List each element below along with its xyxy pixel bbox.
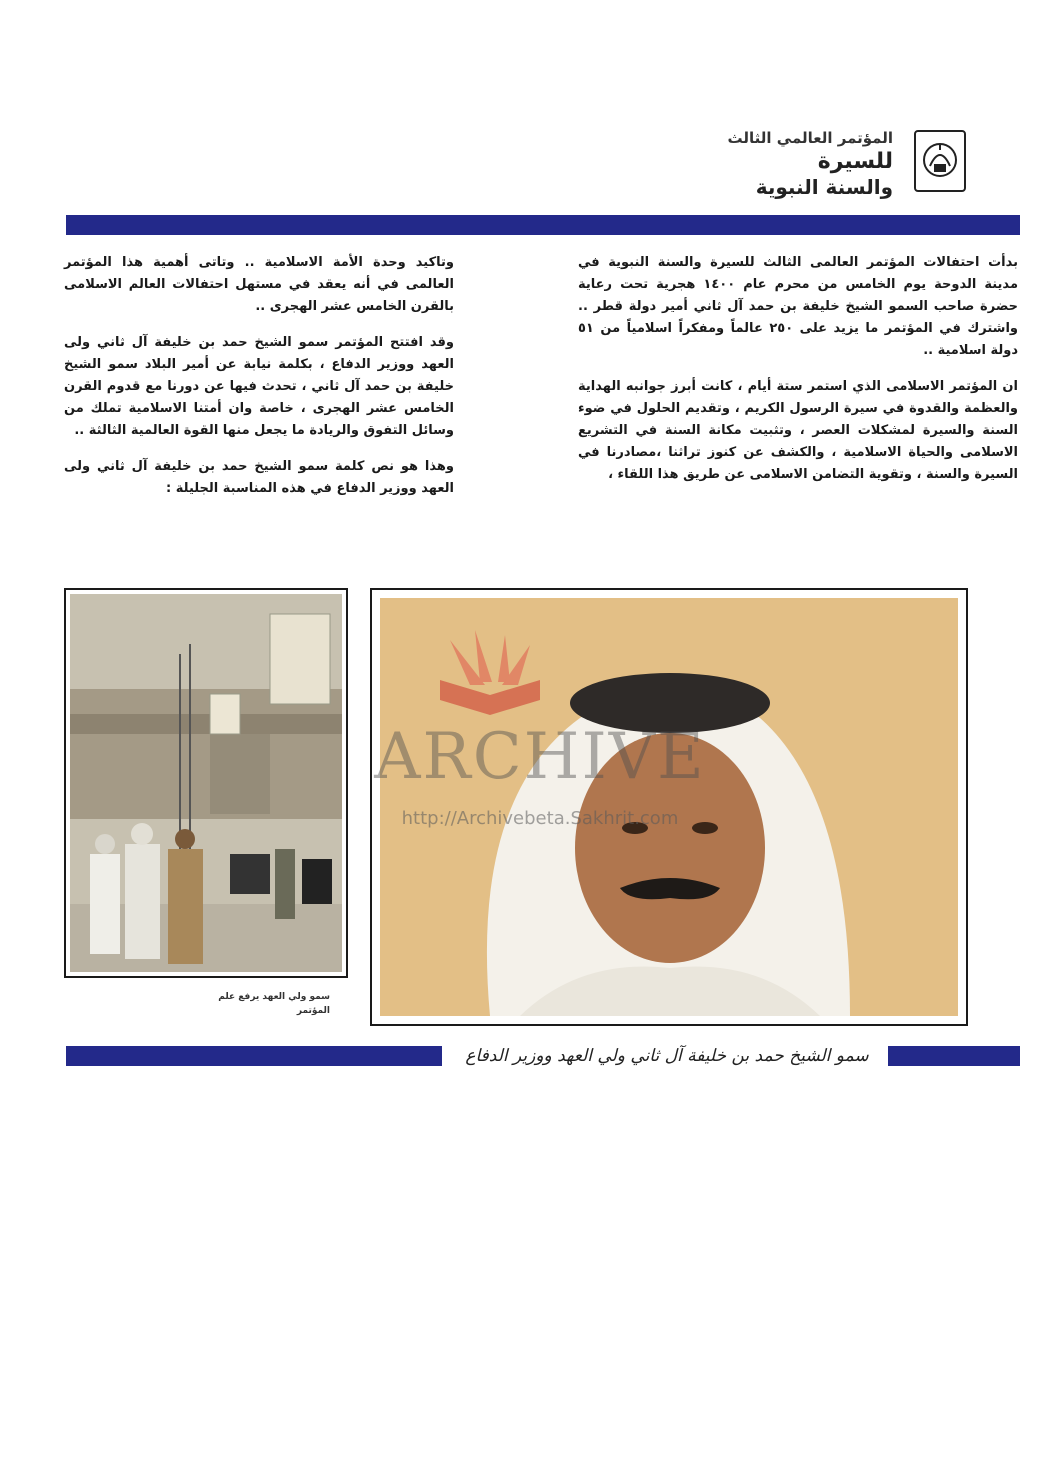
flag-raising-photo <box>64 588 348 978</box>
archive-book-icon <box>430 620 550 720</box>
footer-bar-right <box>888 1046 1020 1066</box>
paragraph: وهذا هو نص كلمة سمو الشيخ حمد بن خليفة آل ثاني ولى العهد ووزير الدفاع في هذه المناسبة الجليلة : <box>64 459 454 496</box>
title-line-2: للسيرة <box>817 149 893 174</box>
title-line-3: والسنة النبوية <box>755 175 893 199</box>
article-column-left <box>64 252 454 514</box>
title-line-1: المؤتمر العالمي الثالث <box>727 129 893 147</box>
portrait-caption: سمو الشيخ حمد بن خليفة آل ثاني ولي العهد ووزير الدفاع <box>465 1046 869 1066</box>
paragraph: وقد افتتح المؤتمر سمو الشيخ حمد بن خليفة آل ثاني ولى العهد ووزير الدفاع ، بكلمة نيابة عن أمير البلاد سمو الشيخ خليفة بن حمد آل ثاني ، تحدث فيها عن دورنا مع قدوم القرن الخامس عشر الهجرى ، خاصة وان أمتنا الاسلامية تملك من وسائل التفوق والريادة ما يجعل منها القوة العالمية الثالثة .. <box>64 335 454 438</box>
footer-bar-left <box>66 1046 442 1066</box>
paragraph: بدأت احتفالات المؤتمر العالمى الثالث للسيرة والسنة النبوية في مدينة الدوحة يوم الخامس من محرم عام ١٤٠٠ هجرية تحت رعاية حضرة صاحب السمو الشيخ خليفة بن حمد آل ثاني أمير دولة قطر .. واشترك في المؤتمر ما يزيد على ٢٥٠ عالماً ومفكراً اسلامياً من ٥١ دولة اسلامية .. <box>578 255 1019 358</box>
conference-logo <box>914 130 966 192</box>
emblem-icon <box>920 136 960 186</box>
watermark-text: ARCHIVE <box>374 720 706 794</box>
article-column-right <box>578 252 1018 500</box>
flag-raising-illustration <box>70 594 342 972</box>
watermark-url: http://Archivebeta.Sakhrit.com <box>401 808 679 829</box>
conference-title <box>553 126 893 200</box>
header-divider-bar <box>66 215 1020 235</box>
paragraph: وتاكيد وحدة الأمة الاسلامية .. وتاتى أهمية هذا المؤتمر العالمى في أنه يعقد في مستهل احتفالات العالم الاسلامى بالقرن الخامس عشر الهجرى .. <box>64 255 454 314</box>
photo-caption: سمو ولي العهد يرفع علم المؤتمر <box>218 992 330 1016</box>
paragraph: ان المؤتمر الاسلامى الذي استمر ستة أيام ، كانت أبرز جوانبه الهداية والعظمة والقدوة في سيرة الرسول الكريم ، وتقديم الحلول في ضوء السنة والسيرة لمشكلات العصر ، وتثبيت مكانة السنة في التشريع الاسلامى والحياة الاسلامية ، والكشف عن كنوز تراثنا ،مصادرنا في السيرة والسنة ، وتقوية التضامن الاسلامى عن طريق هذا اللقاء ، <box>578 379 1018 482</box>
